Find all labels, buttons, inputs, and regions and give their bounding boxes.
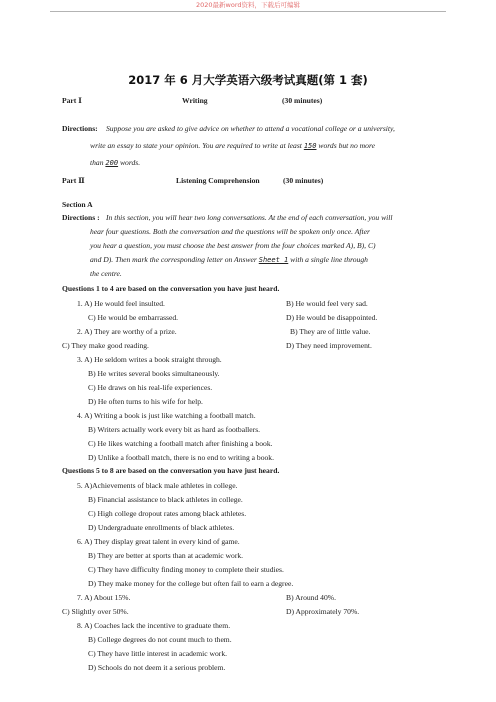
part1-label: Part Ⅰ	[62, 96, 82, 105]
q6-option-d: D) They make money for the college but often fail to earn a degree.	[88, 579, 294, 588]
q6-option-b: B) They are better at sports than at academic work.	[88, 551, 244, 560]
word-count-max: 200	[105, 159, 119, 167]
word-count-min: 150	[303, 142, 317, 150]
q7-option-b: B) Around 40%.	[286, 593, 336, 602]
q8-option-d: D) Schools do not deem it a serious problem.	[88, 663, 226, 672]
q8-option-a: 8. A) Coaches lack the incentive to graduate them.	[77, 621, 231, 630]
directions1-line2a: write an essay to state your opinion. You are required to write at least	[90, 141, 304, 150]
directions2-line4b: with a single line through	[288, 255, 368, 264]
q3-option-d: D) He often turns to his wife for help.	[88, 397, 203, 406]
q5-option-b: B) Financial assistance to black athletes in college.	[88, 495, 243, 504]
directions1-line3a: than	[90, 158, 106, 167]
q1-option-c: C) He would be embarrassed.	[88, 313, 179, 322]
document-title: 2017 年 6 月大学英语六级考试真题(第 1 套)	[128, 73, 368, 87]
part2-label: Part Ⅱ	[62, 176, 85, 185]
header-text: 2020最新word资料，下载后可编辑	[195, 1, 301, 9]
part1-name: Writing	[182, 96, 208, 105]
directions1-line2	[90, 141, 375, 151]
directions1-line1: Suppose you are asked to give advice on whether to attend a vocational college or a university,	[106, 124, 395, 133]
q3-option-b: B) He writes several books simultaneously.	[88, 369, 220, 378]
directions1-line3	[90, 158, 140, 168]
directions1-line3b: words.	[118, 158, 141, 167]
q2-option-a: 2. A) They are worthy of a prize.	[77, 327, 177, 336]
answer-sheet-ref: Sheet 1	[258, 256, 289, 264]
q7-option-a: 7. A) About 15%.	[77, 593, 131, 602]
q4-option-b: B) Writers actually work every bit as hard as footballers.	[88, 425, 261, 434]
q3-option-c: C) He draws on his real-life experiences.	[88, 383, 213, 392]
questions-5-8-heading: Questions 5 to 8 are based on the conversation you have just heard.	[62, 466, 280, 475]
q2-option-c: C) They make good reading.	[62, 341, 149, 350]
q8-option-c: C) They have little interest in academic work.	[88, 649, 228, 658]
q2-option-d: D) They need improvement.	[286, 341, 372, 350]
q5-option-c: C) High college dropout rates among black athletes.	[88, 509, 247, 518]
directions2-line1: In this section, you will hear two long conversations. At the end of each conversation, you will	[106, 213, 393, 222]
page-header	[50, 0, 446, 12]
q4-option-a: 4. A) Writing a book is just like watching a football match.	[77, 411, 256, 420]
part2-time: (30 minutes)	[283, 176, 324, 185]
directions1-label: Directions:	[62, 124, 98, 133]
q4-option-c: C) He likes watching a football match after finishing a book.	[88, 439, 273, 448]
q4-option-d: D) Unlike a football match, there is no end to writing a book.	[88, 453, 275, 462]
part1-time: (30 minutes)	[282, 96, 323, 105]
questions-1-4-heading: Questions 1 to 4 are based on the conversation you have just heard.	[62, 284, 280, 293]
q5-option-a: 5. A)Achievements of black male athletes in college.	[77, 481, 238, 490]
directions2-line2: hear four questions. Both the conversation and the questions will be spoken only once. After	[90, 227, 370, 236]
directions2-line3: you hear a question, you must choose the best answer from the four choices marked A), B), C)	[90, 241, 376, 250]
q1-option-b: B) He would feel very sad.	[286, 299, 368, 308]
directions2-line5: the centre.	[90, 269, 122, 278]
directions1-line2b: words but no more	[316, 141, 375, 150]
directions2-line4	[90, 255, 368, 265]
q1-option-d: D) He would be disappointed.	[286, 313, 378, 322]
directions2-label: Directions :	[62, 213, 100, 222]
q2-option-b: B) They are of little value.	[290, 327, 371, 336]
part2-name: Listening Comprehension	[176, 176, 260, 185]
q6-option-c: C) They have difficulty finding money to complete their studies.	[88, 565, 284, 574]
section-a-heading: Section A	[62, 200, 93, 209]
q5-option-d: D) Undergraduate enrollments of black athletes.	[88, 523, 235, 532]
q6-option-a: 6. A) They display great talent in every kind of game.	[77, 537, 240, 546]
q3-option-a: 3. A) He seldom writes a book straight through.	[77, 355, 222, 364]
directions2-line4a: and D). Then mark the corresponding letter on Answer	[90, 255, 259, 264]
q8-option-b: B) College degrees do not count much to them.	[88, 635, 232, 644]
q7-option-c: C) Slightly over 50%.	[62, 607, 129, 616]
q1-option-a: 1. A) He would feel insulted.	[77, 299, 165, 308]
q7-option-d: D) Approximately 70%.	[286, 607, 360, 616]
